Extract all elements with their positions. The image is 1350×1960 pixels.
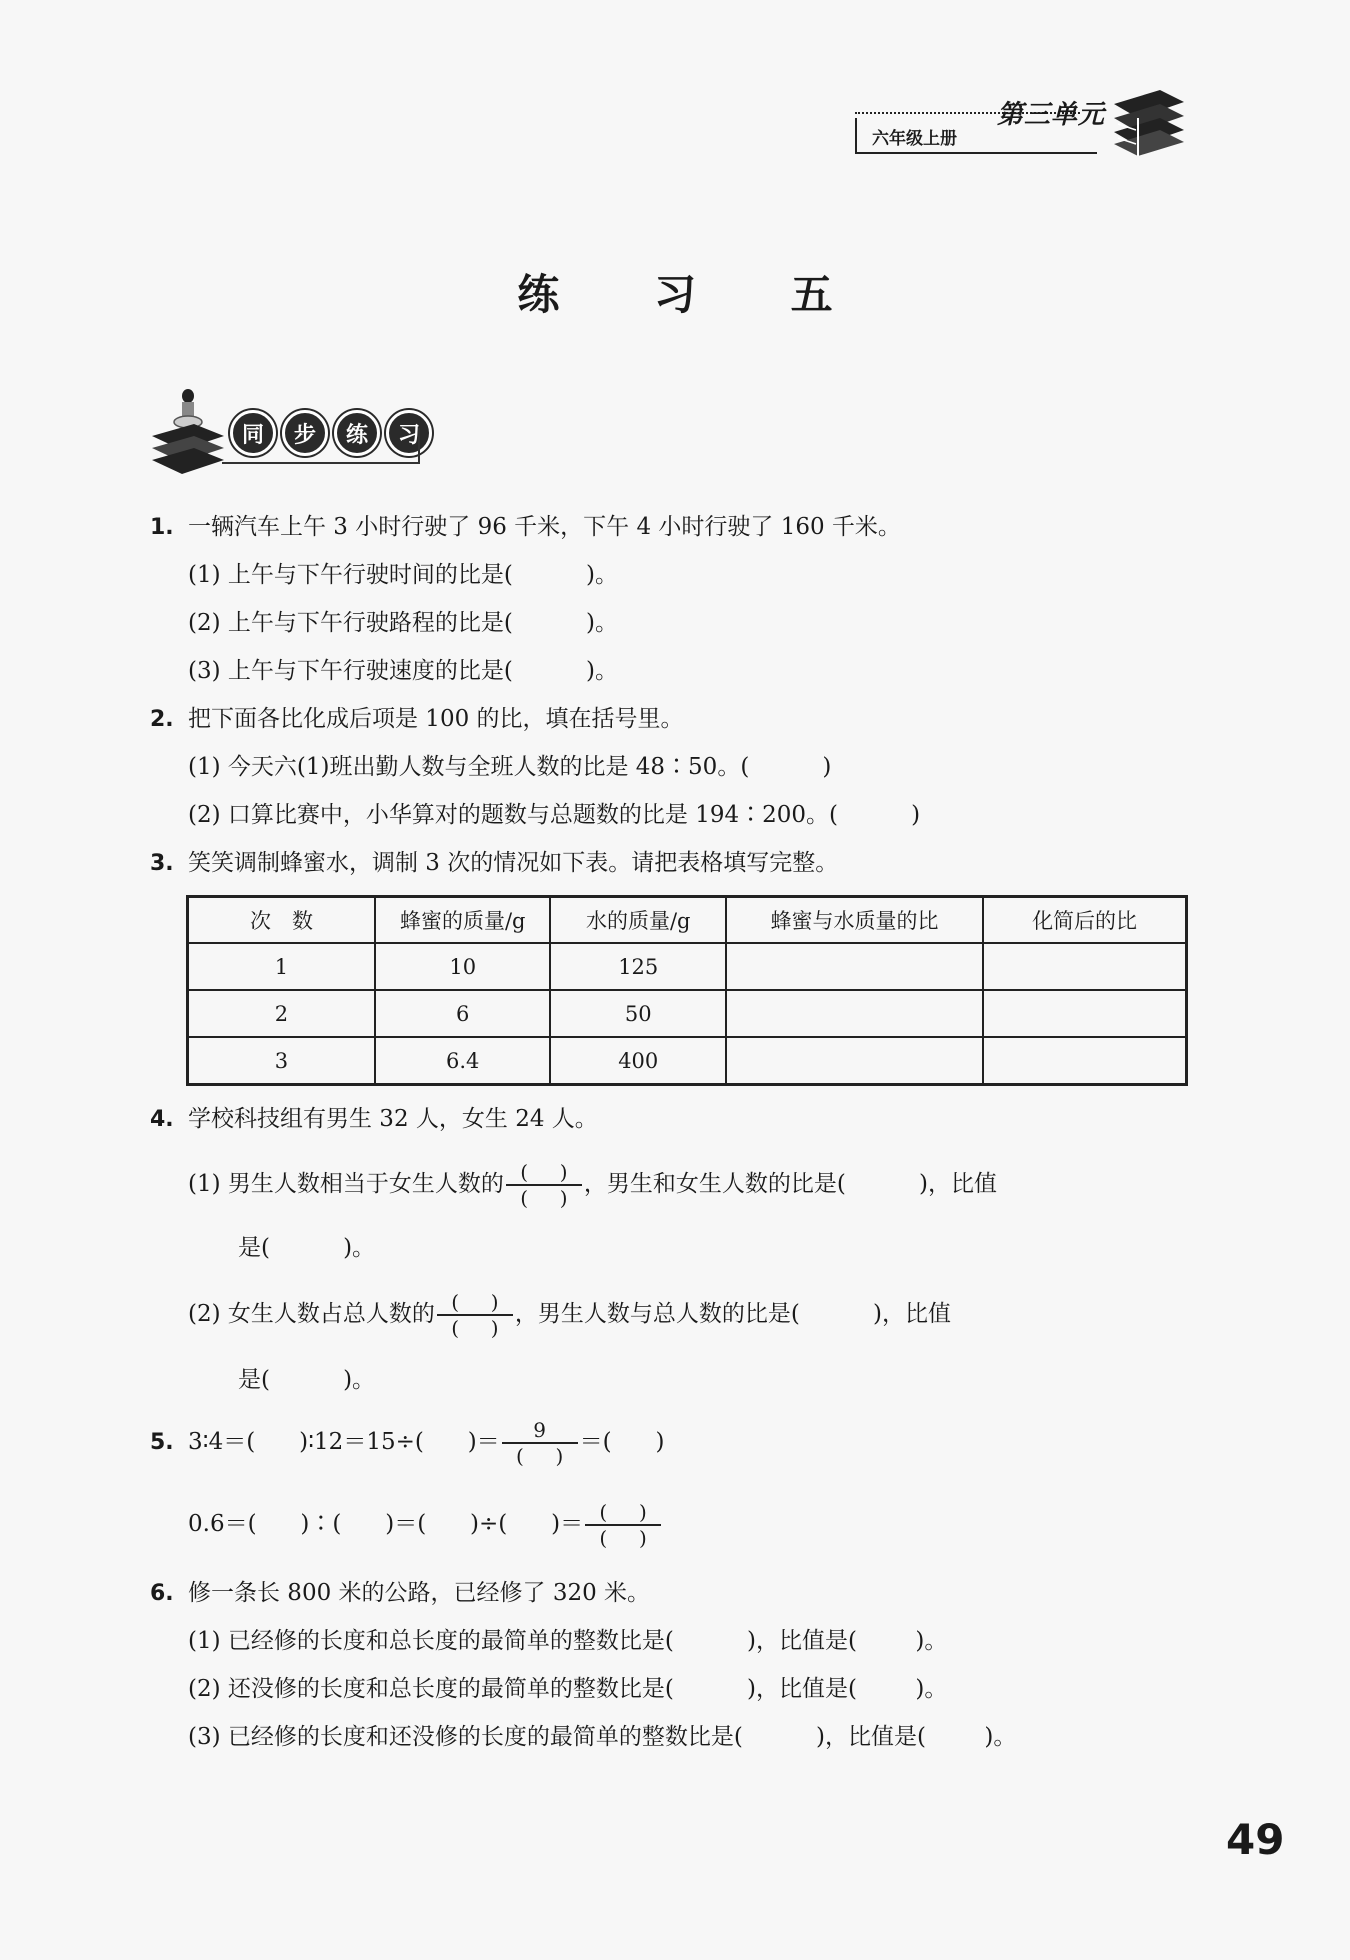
question-5-line-1 <box>150 1418 664 1468</box>
item-text: ，男生人数与总人数的比是( )，比值 <box>514 1301 951 1327</box>
section-badge: 步 <box>282 410 328 456</box>
table-cell: 400 <box>550 1037 726 1085</box>
question-6-item-1: (1) 已经修的长度和总长度的最简单的整数比是( )，比值是( )。 <box>188 1628 948 1654</box>
table-cell: 1 <box>188 943 375 990</box>
question-text: 修一条长 800 米的公路，已经修了 320 米。 <box>188 1580 651 1606</box>
section-badge: 同 <box>230 410 276 456</box>
fraction-numerator: 9 <box>533 1418 547 1442</box>
question-2-item-2: (2) 口算比赛中，小华算对的题数与总题数的比是 194∶200。( ) <box>188 802 921 828</box>
question-text: 学校科技组有男生 32 人，女生 24 人。 <box>188 1106 598 1132</box>
table-answer-cell[interactable] <box>983 990 1186 1037</box>
unit-label: 第三单元 <box>997 100 1106 130</box>
question-6 <box>150 1578 650 1609</box>
question-number: 1. <box>150 515 174 540</box>
question-2 <box>150 704 684 735</box>
table-row <box>188 1037 1187 1085</box>
question-text: 一辆汽车上午 3 小时行驶了 96 千米，下午 4 小时行驶了 160 千米。 <box>188 514 901 540</box>
question-number: 2. <box>150 707 174 732</box>
question-4 <box>150 1104 598 1135</box>
equation-text: ＝( ) <box>579 1429 665 1455</box>
question-number: 4. <box>150 1107 174 1132</box>
table-cell: 2 <box>188 990 375 1037</box>
question-number: 3. <box>150 851 174 876</box>
books-stack-icon <box>1110 84 1186 158</box>
question-3 <box>150 848 838 879</box>
item-text: (1) 男生人数相当于女生人数的 <box>188 1171 504 1197</box>
page-number: 49 <box>1226 1815 1285 1864</box>
fraction-numerator: ( ) <box>599 1500 647 1524</box>
fraction-numerator: ( ) <box>520 1160 568 1184</box>
table-header-cell: 水的质量/g <box>550 897 726 944</box>
table-row <box>188 990 1187 1037</box>
lamp-on-books-icon <box>148 388 228 474</box>
question-text: 把下面各比化成后项是 100 的比，填在括号里。 <box>188 706 684 732</box>
section-badge: 习 <box>386 410 432 456</box>
fraction-denominator: ( ) <box>515 1444 564 1468</box>
question-4-item-1-cont: 是( )。 <box>238 1235 376 1261</box>
question-5-line-2 <box>188 1500 663 1550</box>
honey-water-table <box>186 895 1188 1086</box>
item-text: (2) 女生人数占总人数的 <box>188 1301 435 1327</box>
table-answer-cell[interactable] <box>726 1037 983 1085</box>
question-1 <box>150 512 901 543</box>
question-number: 5. <box>150 1430 174 1455</box>
table-cell: 6.4 <box>375 1037 551 1085</box>
question-text: 笑笑调制蜂蜜水，调制 3 次的情况如下表。请把表格填写完整。 <box>188 850 839 876</box>
grade-label: 六年级上册 <box>872 129 957 149</box>
fraction-denominator: ( ) <box>451 1316 499 1340</box>
equation-text: 0.6＝( )∶( )＝( )÷( )＝ <box>188 1511 584 1537</box>
table-cell: 125 <box>550 943 726 990</box>
equation-text: 3∶4＝( )∶12＝15÷( )＝ <box>188 1429 500 1455</box>
question-number: 6. <box>150 1581 174 1606</box>
table-cell: 10 <box>375 943 551 990</box>
question-4-item-2 <box>188 1290 951 1340</box>
question-4-item-1 <box>188 1160 997 1210</box>
table-answer-cell[interactable] <box>983 1037 1186 1085</box>
question-1-item-3: (3) 上午与下午行驶速度的比是( )。 <box>188 658 618 684</box>
section-banner <box>230 410 432 462</box>
fraction-blank[interactable] <box>502 1418 578 1468</box>
question-6-item-2: (2) 还没修的长度和总长度的最简单的整数比是( )，比值是( )。 <box>188 1676 948 1702</box>
question-6-item-3: (3) 已经修的长度和还没修的长度的最简单的整数比是( )，比值是( )。 <box>188 1724 1017 1750</box>
table-header-cell: 蜂蜜的质量/g <box>375 897 551 944</box>
fraction-blank[interactable] <box>506 1160 582 1210</box>
item-text: ，男生和女生人数的比是( )，比值 <box>583 1171 997 1197</box>
table-answer-cell[interactable] <box>726 990 983 1037</box>
table-header-row <box>188 897 1187 944</box>
fraction-denominator: ( ) <box>599 1526 647 1550</box>
fraction-blank[interactable] <box>585 1500 661 1550</box>
table-header-cell: 次 数 <box>188 897 375 944</box>
table-cell: 50 <box>550 990 726 1037</box>
table-row <box>188 943 1187 990</box>
question-1-item-2: (2) 上午与下午行驶路程的比是( )。 <box>188 610 618 636</box>
table-cell: 6 <box>375 990 551 1037</box>
page-title: 练 习 五 <box>517 270 873 319</box>
banner-underline <box>222 462 420 464</box>
fraction-numerator: ( ) <box>451 1290 499 1314</box>
section-badge: 练 <box>334 410 380 456</box>
fraction-blank[interactable] <box>437 1290 513 1340</box>
banner-edge <box>418 428 420 464</box>
table-header-cell: 化简后的比 <box>983 897 1186 944</box>
question-1-item-1: (1) 上午与下午行驶时间的比是( )。 <box>188 562 618 588</box>
table-answer-cell[interactable] <box>983 943 1186 990</box>
table-cell: 3 <box>188 1037 375 1085</box>
question-4-item-2-cont: 是( )。 <box>238 1367 376 1393</box>
question-2-item-1: (1) 今天六(1)班出勤人数与全班人数的比是 48∶50。( ) <box>188 754 832 780</box>
table-header-cell: 蜂蜜与水质量的比 <box>726 897 983 944</box>
table-answer-cell[interactable] <box>726 943 983 990</box>
fraction-denominator: ( ) <box>520 1186 568 1210</box>
